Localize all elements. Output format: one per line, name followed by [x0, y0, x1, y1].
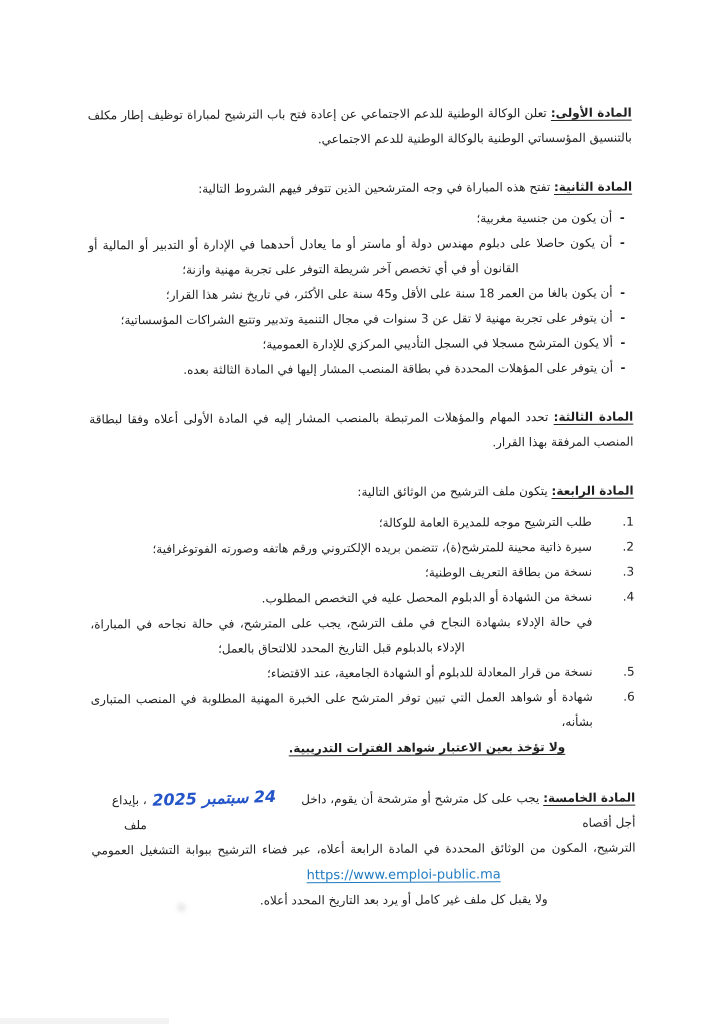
- condition-text: أن يتوفر على المؤهلات المحددة في بطاقة المنصب المشار إليها في المادة الثالثة بعده.: [184, 360, 615, 377]
- article-1-label: المادة الأولى:: [551, 105, 633, 121]
- article-5-text-after-date: ، بإيداع ملف: [112, 793, 148, 833]
- item-number: 1.: [623, 514, 635, 529]
- document-text: طلب الترشيح موجه للمديرة العامة للوكالة؛: [379, 514, 593, 530]
- documents-list: [91, 510, 636, 763]
- document-item: [91, 585, 635, 663]
- document-text: نسخة من بطاقة التعريف الوطنية؛: [425, 564, 594, 580]
- document-item: [91, 535, 635, 563]
- scan-edge-shadow: [0, 1018, 170, 1024]
- condition-item: [90, 281, 634, 309]
- dash-marker: -: [621, 285, 627, 300]
- condition-text: ألا يكون المترشح مسجلا في السجل التأديبي المركزي للإدارة العمومية؛: [263, 335, 614, 352]
- article-4-intro: يتكون ملف الترشيح من الوثائق التالية:: [358, 484, 549, 500]
- document-note: في حالة الإدلاء بشهادة النجاح في ملف الترشح، يجب على المترشح، في حالة نجاحه في المباراة، الإدلاء بالدبلوم قبل التاريخ المحدد للالتحاق بالعمل؛: [91, 614, 594, 656]
- scan-smudge-artifact: [178, 903, 187, 912]
- condition-item: [89, 206, 633, 234]
- condition-text: أن يكون بالغا من العمر 18 سنة على الأقل و45 سنة على الأكثر، في تاريخ نشر هذا القرار؛: [166, 285, 614, 303]
- article-1-paragraph: [89, 101, 633, 154]
- condition-text: أن يتوفر على تجربة مهنية لا تقل عن 3 سنوات في مجال التنمية وتدبير وتتبع الشراكات المؤسساتية؛: [121, 310, 614, 328]
- article-5-line2: الترشيح، المكون من الوثائق المحددة في المادة الرابعة أعلاه، عبر فضاء الترشيح ببوابة التشغيل العمومي: [92, 840, 637, 858]
- document-item: [91, 560, 635, 588]
- article-2-heading: [89, 175, 633, 203]
- dash-marker: -: [621, 310, 627, 325]
- article-5: [92, 784, 637, 915]
- article-5-deadline-line: [92, 784, 636, 839]
- incomplete-file-rejection-note: ولا يقبل كل ملف غير كامل أو يرد بعد التاريخ المحدد أعلاه.: [260, 892, 549, 908]
- document-text: نسخة من الشهادة أو الدبلوم المحصل عليه في التخصص المطلوب.: [262, 589, 594, 606]
- article-3-label: المادة الثالثة:: [554, 409, 635, 424]
- article-3-text: تحدد المهام والمؤهلات المرتبطة بالمنصب المشار إليه في المادة الأولى أعلاه وفقا لبطاقة المنصب المرفقة بهذا القرار.: [90, 410, 635, 450]
- condition-item: [90, 331, 634, 359]
- article-4-label: المادة الرابعة:: [552, 483, 635, 499]
- article-5-label: المادة الخامسة:: [544, 790, 637, 806]
- condition-text: أن يكون من جنسية مغربية؛: [477, 210, 614, 226]
- dash-marker: -: [621, 335, 627, 350]
- employment-portal-link[interactable]: https://www.emploi-public.ma: [307, 867, 502, 884]
- document-text: شهادة أو شواهد العمل التي تبين توفر المترشح على الخبرة المهنية المطلوبة في المنصب المتبارى بشأنه،: [91, 689, 594, 729]
- item-number: 6.: [624, 689, 636, 704]
- document-item: [92, 660, 636, 688]
- document-item: [92, 685, 636, 763]
- item-number: 5.: [624, 664, 636, 679]
- condition-item: [90, 356, 634, 384]
- dash-marker: -: [620, 210, 626, 225]
- article-3: [90, 405, 634, 458]
- document-text: نسخة من قرار المعادلة للدبلوم أو الشهادة الجامعية، عند الاقتضاء؛: [267, 664, 594, 681]
- item-number: 3.: [623, 564, 636, 579]
- article-2-intro: تفتح هذه المباراة في وجه المترشحين الذين تتوفر فيهم الشروط التالية:: [199, 180, 552, 196]
- article-1-text: تعلن الوكالة الوطنية للدعم الاجتماعي عن إعادة فتح باب الترشيح لمباراة توظيف إطار مكلف بالتنسيق المؤسساتي الوطنية بالوكالة الوطنية للدعم الاجتماعي.: [88, 106, 633, 147]
- handwritten-deadline-date: 24 سبتمبر 2025: [153, 786, 278, 810]
- conditions-list: [89, 206, 634, 384]
- dash-marker: -: [621, 360, 627, 375]
- document-item: [91, 510, 635, 538]
- article-2-label: المادة الثانية:: [554, 179, 634, 194]
- item-number: 2.: [623, 539, 635, 554]
- item-number: 4.: [623, 589, 636, 604]
- article-1: [89, 101, 633, 154]
- article-4-heading: [91, 479, 635, 507]
- condition-item: [89, 231, 633, 284]
- dash-marker: -: [620, 235, 626, 250]
- document-text: سيرة ذاتية محينة للمترشح(ة)، تتضمن بريده الإلكتروني ورقم هاتفه وصورته الفوتوغرافية؛: [153, 539, 593, 557]
- article-5-text-before-date: يجب على كل مترشح أو مترشحة أن يقوم، داخل أجل أقصاه: [302, 791, 637, 830]
- condition-item: [90, 306, 634, 334]
- condition-text: أن يكون حاصلا على دبلوم مهندس دولة أو ماستر أو ما يعادل أحدهما في الإدارة أو التدبير أو المالية أو القانون أو في أي تخصص آخر شريطة التوفر على تجربة مهنية وازنة؛: [89, 235, 614, 277]
- internship-exclusion-note: ولا تؤخذ بعين الاعتبار شواهد الفترات التدريبية.: [289, 739, 567, 756]
